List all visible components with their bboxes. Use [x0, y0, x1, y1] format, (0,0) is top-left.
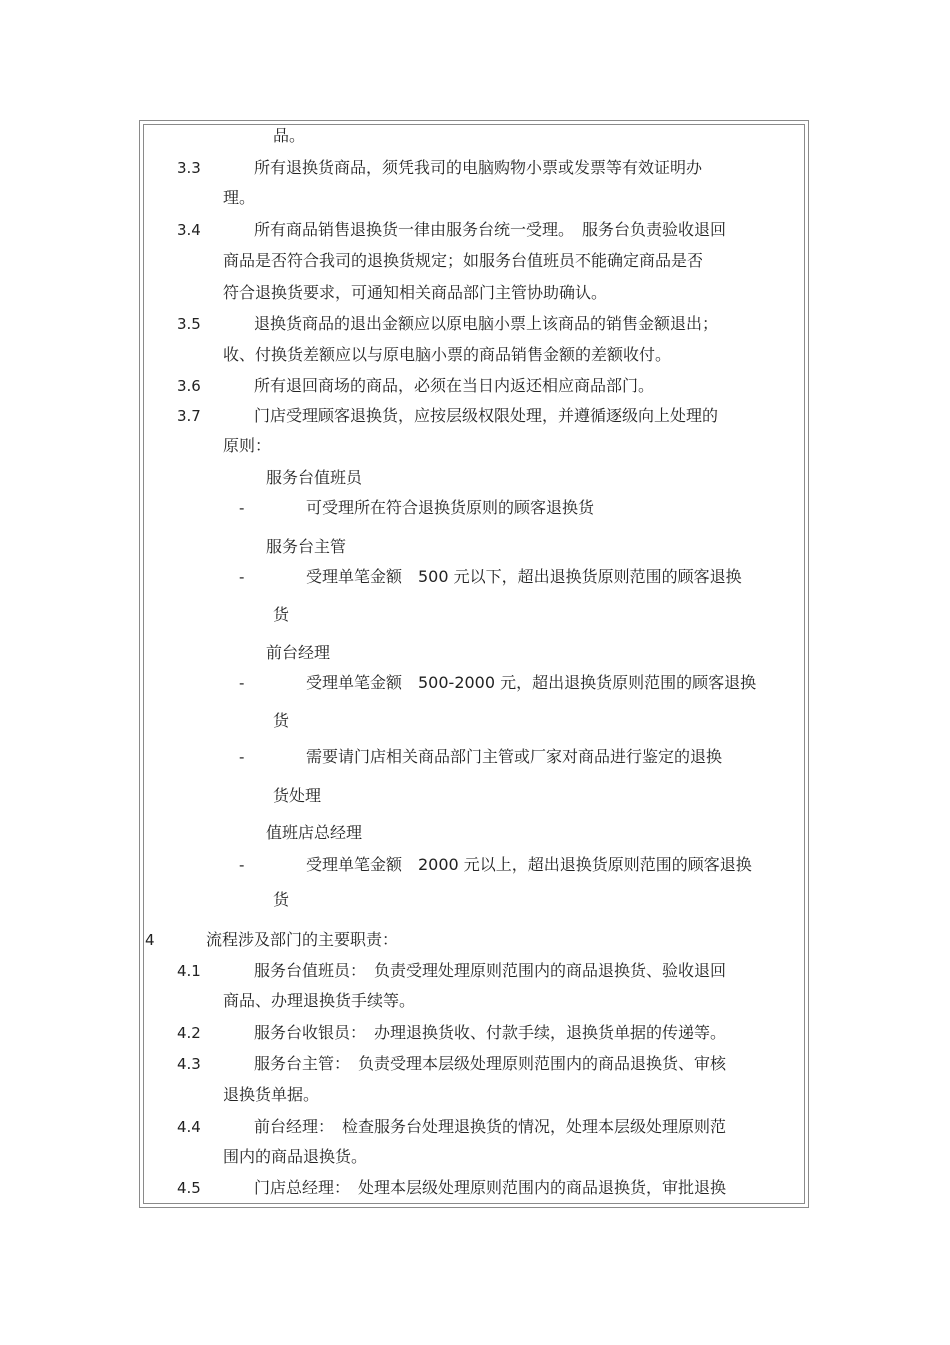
text-line: 理。 [223, 188, 256, 207]
section-number: 4 [145, 931, 155, 949]
text-line: 退换货商品的退出金额应以原电脑小票上该商品的销售金额退出； [254, 314, 719, 333]
section-number: 4.1 [177, 962, 201, 980]
role-heading: 值班店总经理 [266, 823, 363, 842]
section-number: 3.3 [177, 159, 201, 177]
text-line: 原则： [223, 436, 272, 455]
text-line: 货 [273, 890, 290, 909]
section-number: 4.5 [177, 1179, 201, 1197]
text-line: 服务台主管： 负责受理本层级处理原则范围内的商品退换货、审核 [254, 1054, 727, 1073]
section-number: 3.6 [177, 377, 201, 395]
text-line: 服务台收银员： 办理退换货收、付款手续，退换货单据的传递等。 [254, 1023, 727, 1042]
text-line: 所有退换货商品，须凭我司的电脑购物小票或发票等有效证明办 [254, 158, 703, 177]
role-heading: 服务台值班员 [266, 468, 363, 487]
text-line: 受理单笔金额 500-2000 元，超出退换货原则范围的顾客退换 [306, 673, 757, 692]
text-line: 门店总经理： 处理本层级处理原则范围内的商品退换货，审批退换 [254, 1178, 727, 1197]
text-line: 服务台值班员： 负责受理处理原则范围内的商品退换货、验收退回 [254, 961, 727, 980]
section-number: 3.4 [177, 221, 201, 239]
text-line: 受理单笔金额 500 元以下，超出退换货原则范围的顾客退换 [306, 567, 742, 586]
text-line: 前台经理： 检查服务台处理退换货的情况，处理本层级处理原则范 [254, 1117, 727, 1136]
role-heading: 服务台主管 [266, 537, 347, 556]
bullet-dash: - [239, 568, 245, 586]
text-line: 门店受理顾客退换货，应按层级权限处理，并遵循逐级向上处理的 [254, 406, 719, 425]
text-line: 受理单笔金额 2000 元以上，超出退换货原则范围的顾客退换 [306, 855, 752, 874]
text-line: 退换货单据。 [223, 1085, 320, 1104]
text-line: 围内的商品退换货。 [223, 1147, 368, 1166]
text-line: 品。 [273, 126, 306, 145]
text-line: 所有退回商场的商品，必须在当日内返还相应商品部门。 [254, 376, 655, 395]
text-line: 货 [273, 711, 290, 730]
text-line: 所有商品销售退换货一律由服务台统一受理。 服务台负责验收退回 [254, 220, 727, 239]
text-line: 商品、办理退换货手续等。 [223, 991, 416, 1010]
bullet-dash: - [239, 499, 245, 517]
section-number: 3.5 [177, 315, 201, 333]
bullet-dash: - [239, 748, 245, 766]
bullet-dash: - [239, 674, 245, 692]
text-line: 商品是否符合我司的退换货规定；如服务台值班员不能确定商品是否 [223, 251, 704, 270]
bullet-dash: - [239, 856, 245, 874]
text-line: 收、付换货差额应以与原电脑小票的商品销售金额的差额收付。 [223, 345, 672, 364]
section-number: 4.4 [177, 1118, 201, 1136]
text-line: 货 [273, 605, 290, 624]
text-line: 符合退换货要求，可通知相关商品部门主管协助确认。 [223, 283, 608, 302]
section-number: 4.2 [177, 1024, 201, 1042]
section-number: 4.3 [177, 1055, 201, 1073]
section-heading: 流程涉及部门的主要职责： [206, 930, 399, 949]
text-line: 货处理 [273, 786, 322, 805]
section-number: 3.7 [177, 407, 201, 425]
text-line: 需要请门店相关商品部门主管或厂家对商品进行鉴定的退换 [306, 747, 723, 766]
text-line: 可受理所在符合退换货原则的顾客退换货 [306, 498, 595, 517]
role-heading: 前台经理 [266, 643, 331, 662]
